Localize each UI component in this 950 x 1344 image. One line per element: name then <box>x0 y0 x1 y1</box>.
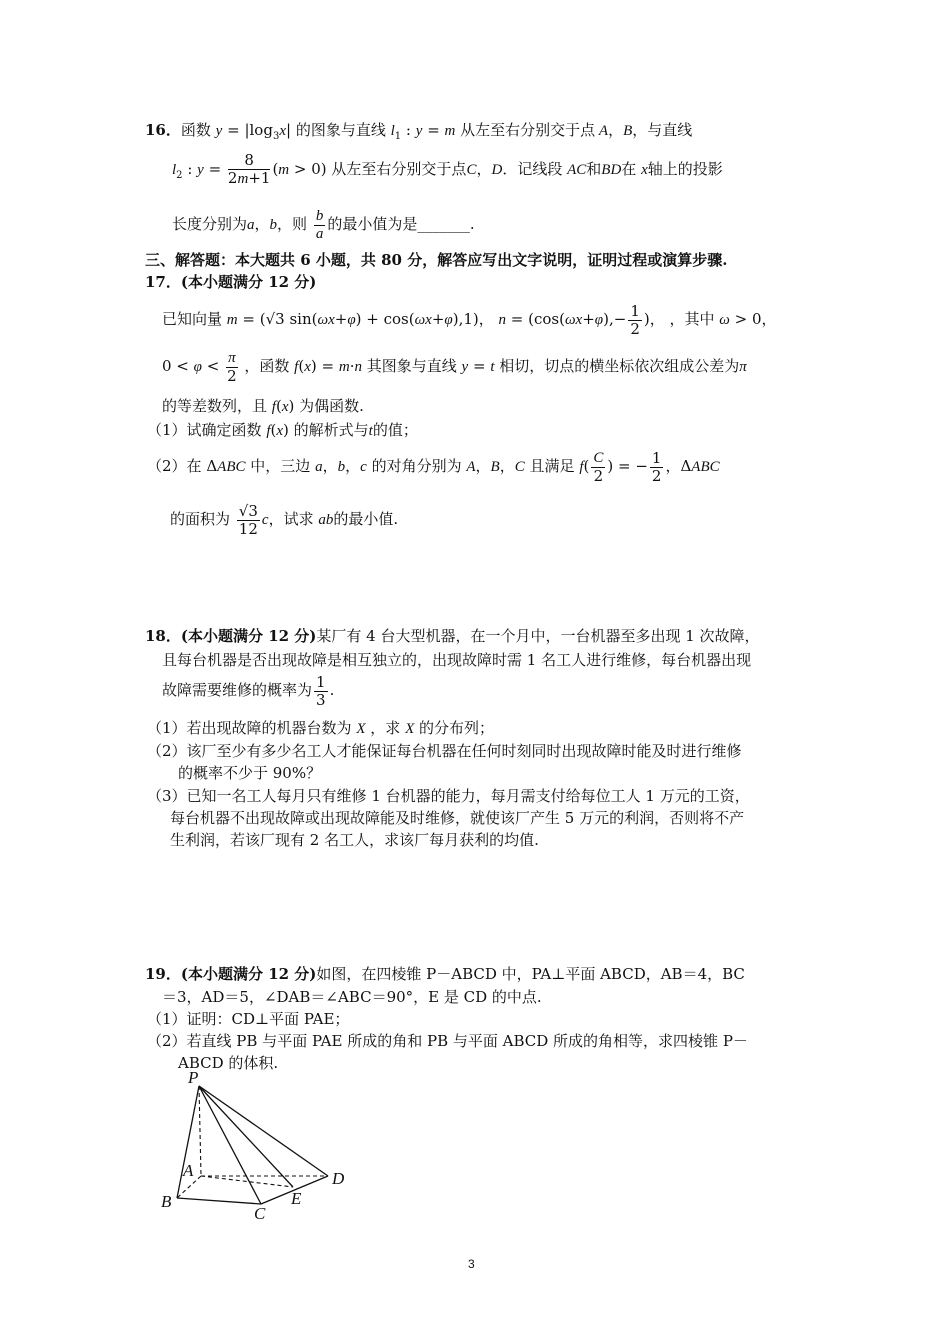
edge-PA <box>199 1086 201 1176</box>
q19-line2: ＝3，AD＝5，∠DAB＝∠ABC＝90°，E 是 CD 的中点. <box>162 988 542 1006</box>
label-A: A <box>183 1161 194 1180</box>
q17-line2: 0 < φ < $\frac{\pi}{2}$ ，函数 f(x) = m·n 其图象与直线 y = t 相切，切点的横坐标依次组成公差为π <box>162 349 747 385</box>
fraction: $\frac{1}{3}$ <box>316 672 326 709</box>
q18-part3: （3）已知一名工人每月只有维修 1 台机器的能力，每月需支付给每位工人 1 万元的工资， <box>147 787 750 805</box>
label-P: P <box>188 1068 199 1087</box>
q19-part2-cont: ABCD 的体积. <box>178 1054 279 1072</box>
label-B: B <box>161 1192 172 1211</box>
q17-part2-cont: 的面积为 $\frac{√3}{12}$ c，试求 ab的最小值. <box>170 501 399 538</box>
edge-BC <box>177 1198 261 1204</box>
q19-line1: 19．(本小题满分 12 分)如图，在四棱锥 P－ABCD 中，PA⊥平面 ABCD，AB＝4，BC <box>145 965 745 983</box>
label-C: C <box>254 1204 266 1223</box>
edge-PE <box>199 1086 293 1187</box>
q16-line1: 16．函数 $y = |\log_3x|$ 的图象与直线 $l_1$ : y = m 从左至右分别交于点 A，B，与直线 <box>145 121 693 142</box>
q18-part3-cont1: 每台机器不出现故障或出现故障能及时维修，就使该厂产生 5 万元的利润，否则将不产 <box>170 809 745 827</box>
q18-part2: （2）该厂至少有多少名工人才能保证每台机器在任何时刻同时出现故障时能及时进行维修 <box>147 742 742 760</box>
label-E: E <box>291 1189 302 1208</box>
fraction: $\frac{C}{2}$ <box>593 449 604 485</box>
fraction: $\frac{1}{2}$ <box>651 448 662 485</box>
pyramid-figure <box>150 1068 360 1223</box>
q18-line1: 18．(本小题满分 12 分)某厂有 4 台大型机器，在一个月中，一台机器至多出现 1 次故障， <box>145 627 760 645</box>
fraction: $\frac{\pi}{2}$ <box>227 349 237 385</box>
fraction: $\frac{b}{a}$ <box>315 207 324 242</box>
q18-line3: 故障需要维修的概率为 $\frac{1}{3}$ . <box>162 672 335 709</box>
section-heading: 三、解答题：本大题共 6 小题，共 80 分，解答应写出文字说明，证明过程或演算步骤. <box>145 251 728 269</box>
q18-part1: （1）若出现故障的机器台数为 X ，求 X 的分布列； <box>147 719 495 737</box>
edge-PD <box>199 1086 328 1176</box>
fraction: $\frac{1}{2}$ <box>630 301 640 338</box>
q17-part1: （1）试确定函数 f(x) 的解析式与t的值； <box>147 421 418 439</box>
label-D: D <box>332 1169 345 1188</box>
q16-line2: $l_2$ : y = $\frac{8}{2m+1}$ (m > 0) 从左至右分别交于点C，D．记线段 AC和BD在 x轴上的投影 <box>172 151 723 187</box>
page-number: 3 <box>468 1257 475 1271</box>
edge-PC <box>199 1086 261 1204</box>
q18-line2: 且每台机器是否出现故障是相互独立的，出现故障时需 1 名工人进行维修，每台机器出现 <box>162 651 752 669</box>
q17-title: 17．(本小题满分 12 分) <box>145 273 317 291</box>
q19-part2: （2）若直线 PB 与平面 PAE 所成的角和 PB 与平面 ABCD 所成的角相等，求四棱锥 P－ <box>147 1032 748 1050</box>
q17-line1: 已知向量 m = (√3 sin(ωx+φ) + cos(ωx+φ),1)， n = (cos(ωx+φ),− $\frac{1}{2}$ )， ，其中 ω > 0， <box>162 301 777 338</box>
fraction: $\frac{8}{2m+1}$ <box>227 151 271 187</box>
fraction: $\frac{√3}{12}$ <box>238 501 258 538</box>
q19-part1: （1）证明：CD⊥平面 PAE； <box>147 1010 350 1028</box>
q17-line3: 的等差数列，且 f(x) 为偶函数. <box>162 397 364 415</box>
q18-part3-cont2: 生利润，若该厂现有 2 名工人，求该厂每月获利的均值. <box>170 831 539 849</box>
q16-line3: 长度分别为a，b，则 $\frac{b}{a}$ 的最小值为是_______. <box>172 207 475 242</box>
q18-part2-cont: 的概率不少于 90%？ <box>178 764 322 782</box>
q17-part2: （2）在 ΔABC 中，三边 a，b，c 的对角分别为 A，B，C 且满足 f( $\frac{C}{2}$ ) = − $\frac{1}{2}$ ，ΔABC <box>147 448 720 485</box>
